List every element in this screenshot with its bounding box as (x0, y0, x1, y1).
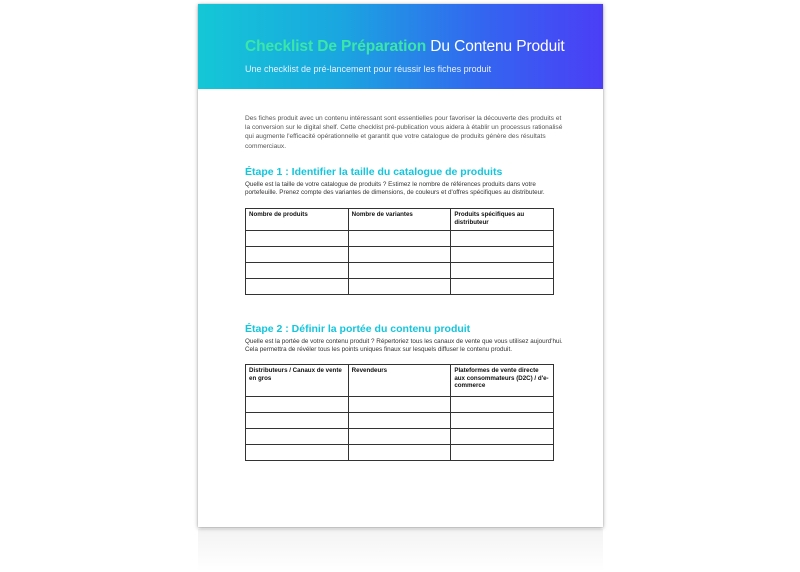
table-cell[interactable] (348, 397, 451, 413)
step2-description: Quelle est la portée de votre contenu produit ? Répertoriez tous les canaux de vente que vous utilisez aujourd'hui. Cela permettra de révéler tous les points uniques finaux sur lesquels diffuser le contenu produit. (245, 338, 563, 353)
table-cell[interactable] (246, 263, 349, 279)
step1-title: Étape 1 : Identifier la taille du catalogue de produits (245, 166, 503, 178)
document-subtitle: Une checklist de pré-lancement pour réussir les fiches produit (245, 64, 492, 74)
table-cell[interactable] (246, 231, 349, 247)
table-row (246, 445, 554, 461)
step1-description: Quelle est la taille de votre catalogue de produits ? Estimez le nombre de références produits dans votre portefeuille. Prenez compte des variantes de dimensions, de couleurs et d'offres spécifiques au distributeur. (245, 181, 545, 196)
document-page (198, 4, 603, 527)
table-row (246, 429, 554, 445)
table-cell[interactable] (451, 413, 554, 429)
column-header: Plateformes de vente directe aux consommateurs (D2C) / d'e-commerce (451, 365, 554, 397)
title-rest: Du Contenu Produit (426, 38, 565, 55)
table-cell[interactable] (451, 231, 554, 247)
table-row (246, 397, 554, 413)
table-cell[interactable] (348, 247, 451, 263)
table-cell[interactable] (451, 397, 554, 413)
document-title (245, 38, 565, 56)
column-header: Nombre de variantes (348, 209, 451, 231)
table-cell[interactable] (246, 429, 349, 445)
step2-title: Étape 2 : Définir la portée du contenu produit (245, 323, 471, 335)
page-reflection (198, 529, 603, 572)
gradient-header (198, 4, 603, 89)
table-cell[interactable] (451, 445, 554, 461)
column-header: Revendeurs (348, 365, 451, 397)
column-header: Produits spécifiques au distributeur (451, 209, 554, 231)
table-row (246, 263, 554, 279)
table-cell[interactable] (451, 247, 554, 263)
title-highlight: Checklist De Préparation (245, 38, 427, 55)
table-cell[interactable] (348, 231, 451, 247)
table-cell[interactable] (451, 429, 554, 445)
table-row (246, 413, 554, 429)
table-cell[interactable] (246, 445, 349, 461)
table-cell[interactable] (348, 279, 451, 295)
table-cell[interactable] (348, 263, 451, 279)
table-cell[interactable] (246, 397, 349, 413)
table-header-row (246, 365, 554, 397)
table-cell[interactable] (246, 279, 349, 295)
table-cell[interactable] (246, 413, 349, 429)
table-cell[interactable] (451, 279, 554, 295)
step2-table (245, 364, 554, 461)
table-header-row (246, 209, 554, 231)
table-row (246, 247, 554, 263)
intro-paragraph: Des fiches produit avec un contenu intéressant sont essentielles pour favoriser la découverte des produits et la conversion sur le digital shelf. Cette checklist pré-publication vous aidera à établir un processus rationalisé qui augmente l'efficacité opérationnelle et garantit que votre catalogue de produits génère des résultats commerciaux. (245, 115, 563, 150)
table-cell[interactable] (348, 429, 451, 445)
column-header: Distributeurs / Canaux de vente en gros (246, 365, 349, 397)
table-row (246, 231, 554, 247)
table-cell[interactable] (348, 445, 451, 461)
step1-table (245, 208, 554, 295)
column-header: Nombre de produits (246, 209, 349, 231)
table-cell[interactable] (451, 263, 554, 279)
table-row (246, 279, 554, 295)
table-cell[interactable] (246, 247, 349, 263)
table-cell[interactable] (348, 413, 451, 429)
